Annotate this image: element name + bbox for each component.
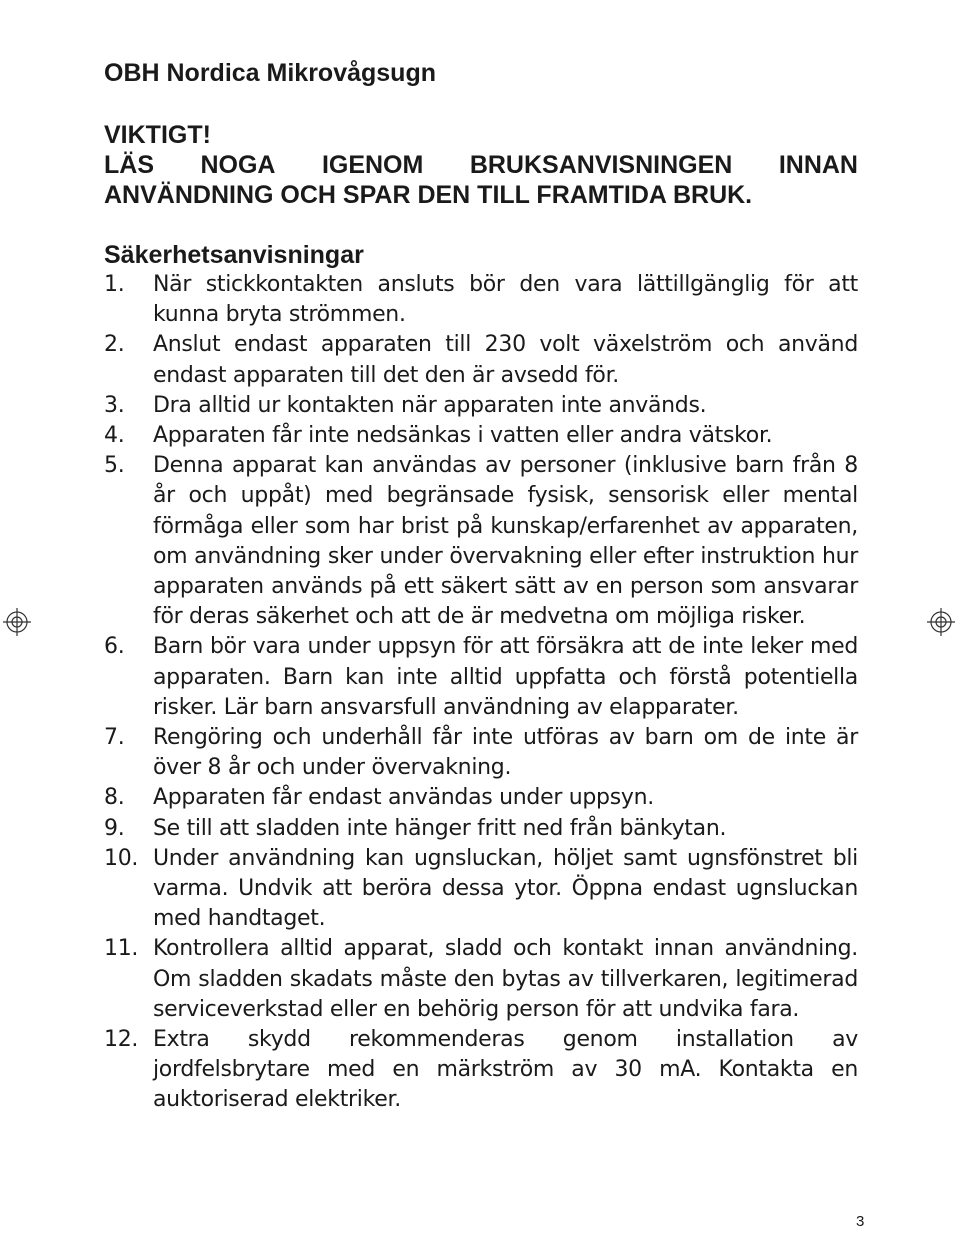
item-text: Dra alltid ur kontakten när apparaten inte används. — [153, 392, 707, 418]
item-text: Rengöring och underhåll får inte utföras av barn om de inte är över 8 år och under övervakning. — [153, 725, 858, 781]
warning-line-2 — [104, 150, 858, 180]
list-item — [104, 1025, 858, 1116]
item-text: Anslut endast apparaten till 230 volt växelström och använd endast apparaten till det den är avsedd för. — [153, 332, 858, 388]
item-text: När stickkontakten ansluts bör den vara lättillgänglig för att kunna bryta strömmen. — [153, 272, 858, 328]
safety-instructions-list — [104, 270, 858, 1116]
registration-mark-icon — [2, 607, 32, 637]
item-text: Se till att sladden inte hänger fritt ned från bänkytan. — [153, 815, 727, 841]
warning-word: BRUKSANVISNINGEN — [469, 151, 733, 179]
item-number: 6. — [104, 634, 125, 660]
list-item — [104, 421, 858, 451]
warning-block — [104, 120, 858, 210]
item-number: 11. — [104, 936, 139, 962]
list-item — [104, 844, 858, 935]
item-text: Kontrollera alltid apparat, sladd och kontakt innan användning. Om sladden skadats måste den bytas av tillverkaren, legitimerad serviceverkstad eller en behörig person för att undvika fara. — [153, 936, 858, 1022]
warning-word: NOGA — [200, 151, 276, 179]
item-number: 2. — [104, 332, 125, 358]
list-item — [104, 723, 858, 783]
warning-word: IGENOM — [321, 151, 424, 179]
item-number: 12. — [104, 1027, 139, 1053]
warning-line-3: ANVÄNDNING OCH SPAR DEN TILL FRAMTIDA BRUK. — [104, 181, 753, 209]
warning-heading: VIKTIGT! — [104, 121, 211, 149]
item-number: 4. — [104, 423, 125, 449]
list-item — [104, 783, 858, 813]
item-text: Denna apparat kan användas av personer (inklusive barn från 8 år och uppåt) med begränsade fysisk, sensorisk eller mental förmåga eller som har brist på kunskap/erfarenhet av apparaten, om användning sker under övervakning eller efter instruktion hur apparaten används på ett säkert sätt av en person som ansvarar för deras säkerhet och att de är medvetna om möjliga risker. — [153, 453, 858, 630]
list-item — [104, 632, 858, 723]
page-number: 3 — [856, 1213, 865, 1230]
document-title: OBH Nordica Mikrovågsugn — [104, 59, 436, 87]
item-number: 7. — [104, 725, 125, 751]
item-number: 5. — [104, 453, 125, 479]
warning-word: LÄS — [104, 151, 154, 179]
list-item — [104, 814, 858, 844]
item-number: 1. — [104, 272, 125, 297]
list-item — [104, 391, 858, 421]
section-heading: Säkerhetsanvisningar — [104, 241, 364, 269]
item-text: Apparaten får endast användas under uppsyn. — [153, 785, 654, 811]
registration-mark-icon — [926, 607, 956, 637]
item-number: 9. — [104, 815, 125, 841]
item-text: Apparaten får inte nedsänkas i vatten eller andra vätskor. — [153, 423, 773, 449]
item-text: Extra skydd rekommenderas genom installation av jordfelsbrytare med en märkström av 30 mA. Kontakta en auktoriserad elektriker. — [153, 1027, 858, 1113]
list-item — [104, 934, 858, 1025]
item-text: Under användning kan ugnsluckan, höljet samt ugnsfönstret bli varma. Undvik att beröra dessa ytor. Öppna endast ugnsluckan med handtaget. — [153, 845, 858, 932]
list-item — [104, 270, 858, 330]
item-text: Barn bör vara under uppsyn för att försäkra att de inte leker med apparaten. Barn kan inte alltid uppfatta och förstå potentiella risker. Lär barn ansvarsfull användning av elapparater. — [153, 634, 858, 720]
item-number: 8. — [104, 785, 125, 811]
warning-word: INNAN — [778, 151, 858, 179]
item-number: 3. — [104, 392, 125, 418]
list-item — [104, 451, 858, 632]
list-item — [104, 330, 858, 390]
item-number: 10. — [104, 845, 139, 871]
